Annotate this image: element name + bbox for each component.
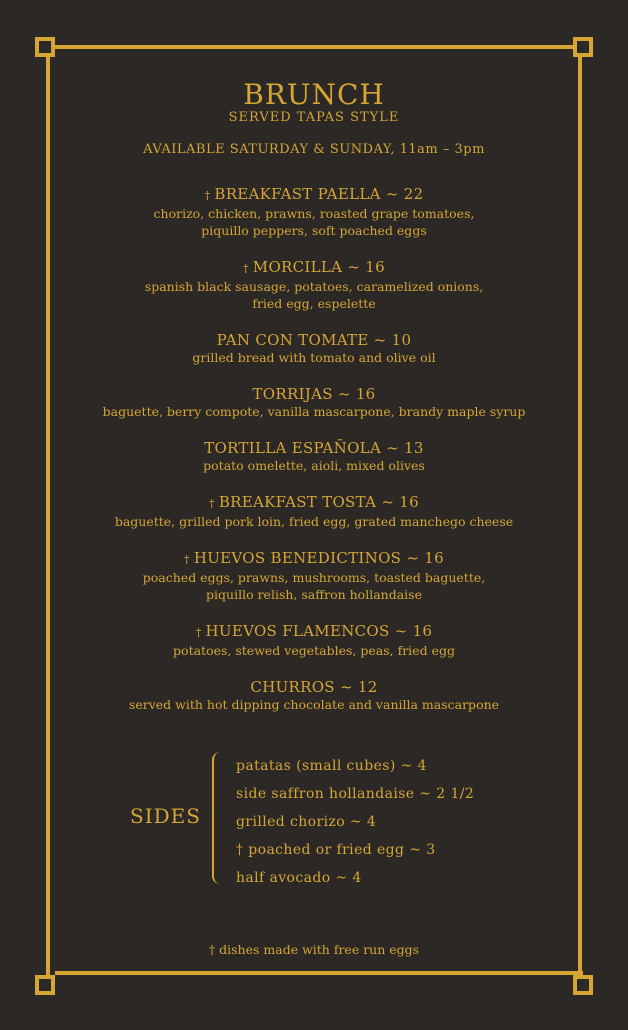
menu-item [60, 622, 568, 659]
menu-item-title: BREAKFAST TOSTA ~ 16 [218, 493, 419, 511]
menu-item [60, 385, 568, 420]
menu-item-name [60, 622, 568, 642]
border-left-line [46, 55, 50, 975]
menu-item-description: grilled bread with tomato and olive oil [192, 350, 436, 365]
menu-item-title: BREAKFAST PAELLA ~ 22 [214, 185, 424, 203]
menu-item-description: chorizo, chicken, prawns, roasted grape tomatoes, [153, 206, 475, 221]
menu-item-name [60, 331, 568, 349]
menu-item-title: HUEVOS BENEDICTINOS ~ 16 [193, 549, 444, 567]
menu-item-title: PAN CON TOMATE ~ 10 [216, 331, 412, 349]
menu-item-description: spanish black sausage, potatoes, caramelized onions, [144, 279, 484, 294]
menu-item [60, 185, 568, 239]
sides-section [130, 752, 550, 887]
menu-item-description: potatoes, stewed vegetables, peas, fried egg [173, 643, 455, 658]
side-item: † poached or fried egg ~ 3 [236, 842, 436, 858]
sides-list [236, 752, 474, 892]
free-run-egg-marker: † [209, 497, 215, 510]
menu-item-description: baguette, berry compote, vanilla mascarpone, brandy maple syrup [102, 404, 526, 419]
menu-item [60, 439, 568, 474]
menu-item-description: potato omelette, aioli, mixed olives [203, 458, 425, 473]
menu-item-name [60, 258, 568, 278]
menu-item-description: poached eggs, prawns, mushrooms, toasted baguette, [142, 570, 486, 585]
menu-item-description: fried egg, espelette [252, 296, 376, 311]
sides-bracket [212, 752, 220, 884]
menu-item-title: TORRIJAS ~ 16 [252, 385, 376, 403]
menu-item-name [60, 549, 568, 569]
corner-ornament-bottom-left [35, 975, 55, 995]
free-run-egg-marker: † [242, 262, 249, 275]
menu-item [60, 331, 568, 366]
side-item: side saffron hollandaise ~ 2 1/2 [236, 786, 475, 802]
free-run-egg-marker: † [204, 189, 211, 202]
menu-item-description: piquillo relish, saffron hollandaise [206, 587, 422, 602]
free-run-egg-marker: † [184, 553, 190, 566]
menu-item-title: CHURROS ~ 12 [250, 678, 378, 696]
menu-item [60, 678, 568, 713]
menu-item [60, 549, 568, 603]
free-run-egg-marker: † [195, 626, 202, 639]
border-right-line [578, 55, 582, 975]
menu-items [60, 185, 568, 713]
menu-item-description: served with hot dipping chocolate and vanilla mascarpone [128, 697, 500, 712]
menu-item-name [60, 493, 568, 513]
footnote: † dishes made with free run eggs [208, 942, 420, 957]
menu-item-description: baguette, grilled pork loin, fried egg, grated manchego cheese [114, 514, 514, 529]
menu-item [60, 493, 568, 530]
side-item: grilled chorizo ~ 4 [236, 814, 377, 830]
menu-item-name [60, 439, 568, 457]
side-item: patatas (small cubes) ~ 4 [236, 758, 427, 774]
menu-item-name [60, 385, 568, 403]
sides-title: SIDES [130, 804, 201, 828]
menu-item-description: piquillo peppers, soft poached eggs [201, 223, 427, 238]
menu-title: BRUNCH [243, 78, 385, 111]
corner-ornament-top-right [573, 37, 593, 57]
menu-item-name [60, 678, 568, 696]
menu-item-name [60, 185, 568, 205]
menu-item-title: HUEVOS FLAMENCOS ~ 16 [205, 622, 433, 640]
menu-item-title: MORCILLA ~ 16 [252, 258, 385, 276]
corner-ornament-bottom-right [573, 975, 593, 995]
corner-ornament-top-left [35, 37, 55, 57]
menu-item-title: TORTILLA ESPAÑOLA ~ 13 [204, 439, 424, 457]
side-item: half avocado ~ 4 [236, 870, 362, 886]
menu-item [60, 258, 568, 312]
menu-subtitle: SERVED TAPAS STYLE [228, 110, 400, 125]
menu-content [60, 80, 568, 713]
availability-text: AVAILABLE SATURDAY & SUNDAY, 11am – 3pm [143, 142, 485, 157]
